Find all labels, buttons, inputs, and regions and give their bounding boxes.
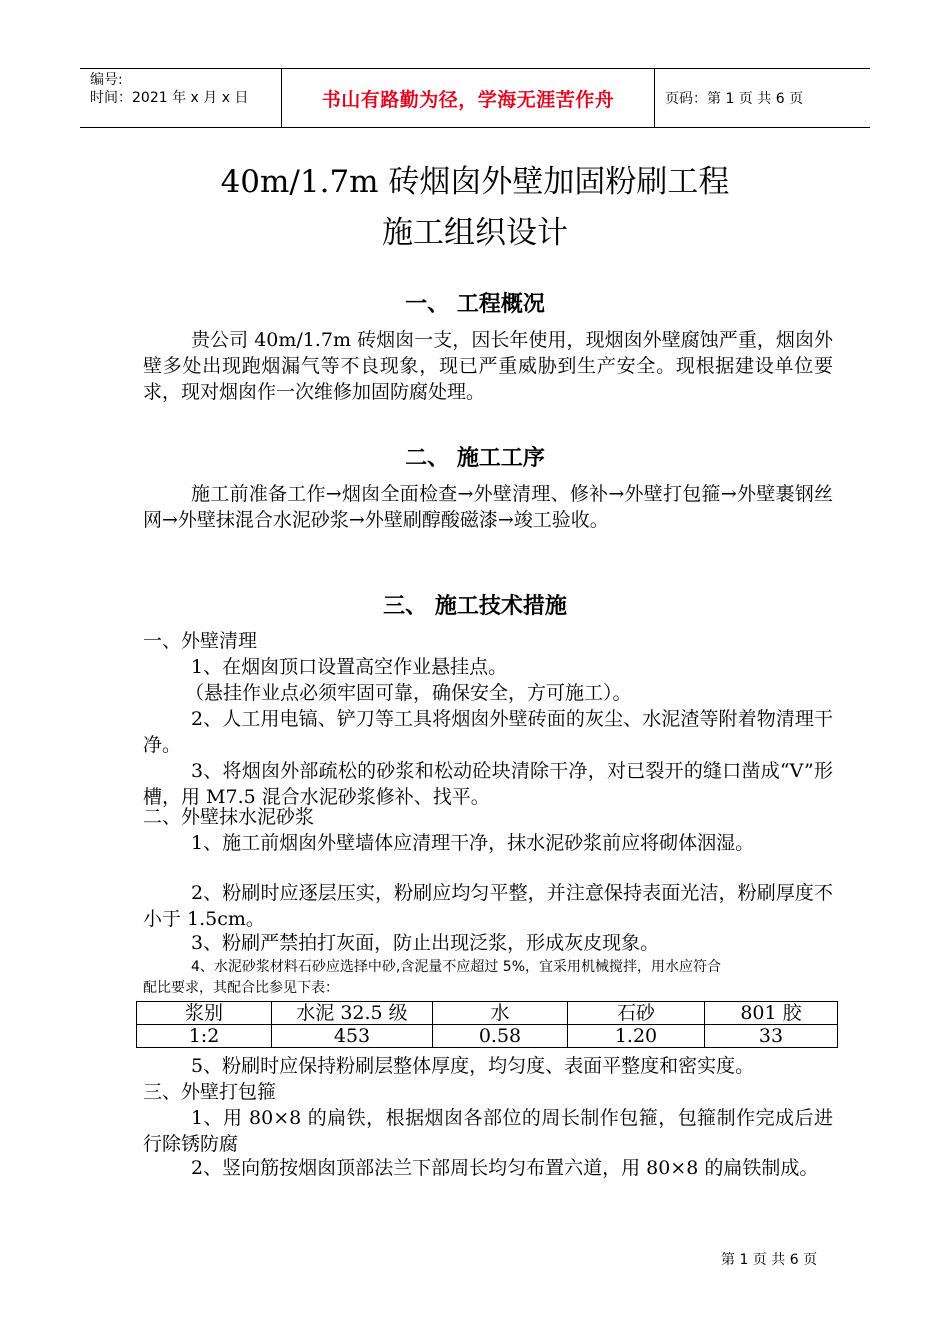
document-title-line2: 施工组织设计 <box>382 215 568 251</box>
page-footer: 第 1 页 共 6 页 <box>721 1252 818 1268</box>
item-2-3: 3、粉刷严禁拍打灰面，防止出现泛浆，形成灰皮现象。 <box>191 932 660 954</box>
item-2-1: 1、施工前烟囱外壁墙体应清理干净，抹水泥砂浆前应将砌体洇湿。 <box>191 832 755 854</box>
mix-ratio-table <box>136 1001 838 1048</box>
section-heading-measures: 三、 施工技术措施 <box>383 593 567 619</box>
item-3-1: 1、用 80×8 的扁铁，根据烟囱各部位的周长制作包箍，包箍制作完成后进行除锈防腐 <box>143 1107 833 1155</box>
table-header-row <box>137 1002 838 1025</box>
subheading-wall-cleaning: 一、外壁清理 <box>143 630 258 652</box>
header-motto: 书山有路勤为径，学海无涯苦作舟 <box>282 69 655 127</box>
item-1-1: 1、在烟囱顶口设置高空作业悬挂点。 <box>191 656 508 678</box>
section-heading-process: 二、 施工工序 <box>405 445 545 471</box>
overview-paragraph: 贵公司 40m/1.7m 砖烟囱一支，因长年使用，现烟囱外壁腐蚀严重，烟囱外壁多处出现跑烟漏气等不良现象，现已严重威胁到生产安全。现根据建设单位要求，现对烟囱作一次维修加固防腐处理。 <box>143 329 833 403</box>
item-2-5: 5、粉刷时应保持粉刷层整体厚度，均匀度、表面平整度和密实度。 <box>191 1055 755 1077</box>
document-title-line1: 40m/1.7m 砖烟囱外壁加固粉刷工程 <box>220 164 730 200</box>
item-1-1-note: （悬挂作业点必须牢固可靠，确保安全，方可施工）。 <box>185 682 632 704</box>
table-cell: 33 <box>705 1025 838 1048</box>
table-row <box>137 1025 838 1048</box>
table-header-cell: 801 胶 <box>705 1002 838 1025</box>
header-page-info: 页码：第 1 页 共 6 页 <box>665 91 804 107</box>
table-cell: 453 <box>272 1025 433 1048</box>
table-header-cell: 水 <box>433 1002 568 1025</box>
subheading-hoop: 三、外壁打包箍 <box>143 1081 277 1103</box>
table-header-cell: 石砂 <box>568 1002 705 1025</box>
section-heading-overview: 一、 工程概况 <box>405 291 545 317</box>
time-label: 时间：2021 年 x 月 x 日 <box>90 90 249 106</box>
item-3-2: 2、竖向筋按烟囱顶部法兰下部周长均匀布置六道，用 80×8 的扁铁制成。 <box>191 1157 819 1179</box>
subheading-cement-plaster: 二、外壁抹水泥砂浆 <box>143 806 315 828</box>
item-2-4-line2: 配比要求，其配合比参见下表： <box>143 980 339 996</box>
header-meta <box>80 69 282 127</box>
number-label: 编号: <box>90 72 123 88</box>
table-cell: 0.58 <box>433 1025 568 1048</box>
item-1-3: 3、将烟囱外部疏松的砂浆和松动砼块清除干净，对已裂开的缝口凿成“V”形槽，用 M7.5 混合水泥砂浆修补、找平。 <box>143 760 833 808</box>
item-2-2: 2、粉刷时应逐层压实，粉刷应均匀平整，并注意保持表面光洁，粉刷厚度不小于 1.5cm。 <box>143 882 833 930</box>
table-cell: 1.20 <box>568 1025 705 1048</box>
table-cell: 1:2 <box>137 1025 272 1048</box>
item-1-2: 2、人工用电镐、铲刀等工具将烟囱外壁砖面的灰尘、水泥渣等附着物清理干净。 <box>143 708 833 756</box>
process-paragraph: 施工前准备工作→烟囱全面检查→外壁清理、修补→外壁打包箍→外壁裹钢丝网→外壁抹混合水泥砂浆→外壁刷醇酸磁漆→竣工验收。 <box>143 483 833 531</box>
document-header <box>80 68 870 128</box>
table-header-cell: 水泥 32.5 级 <box>272 1002 433 1025</box>
item-2-4-line1: 4、水泥砂浆材料石砂应选择中砂,含泥量不应超过 5%，宜采用机械搅拌，用水应符合 <box>191 959 722 975</box>
table-header-cell: 浆别 <box>137 1002 272 1025</box>
